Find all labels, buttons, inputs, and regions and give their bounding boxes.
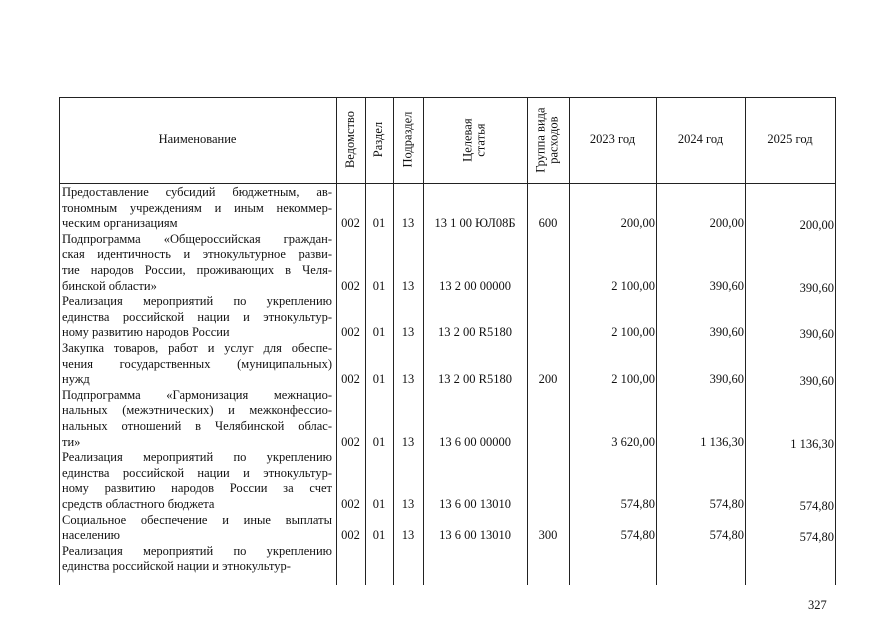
cell-2024: 574,80 xyxy=(709,528,744,543)
cell-podrazdel: 13 xyxy=(401,216,415,231)
cell-vedomstvo: 002 xyxy=(341,216,360,231)
cell-2024: 390,60 xyxy=(709,325,744,340)
cell-2023: 574,80 xyxy=(620,528,655,543)
cell-razdel: 01 xyxy=(372,434,386,449)
cell-2023: 2 100,00 xyxy=(611,325,655,340)
cell-razdel: 01 xyxy=(372,216,386,231)
cell-podrazdel: 13 xyxy=(401,278,415,293)
cell-podrazdel: 13 xyxy=(401,496,415,511)
cell-2024: 390,60 xyxy=(709,278,744,293)
cell-celevaya-statya: 13 2 00 R5180 xyxy=(438,372,512,387)
row-name: Подпрограмма «Гармонизация межнацио- нальных (межэтнических) и межконфессио- нальных отношений в Челябинской облас- ти» xyxy=(62,387,332,449)
budget-table xyxy=(59,97,836,585)
cell-razdel: 01 xyxy=(372,372,386,387)
cell-vedomstvo: 002 xyxy=(341,496,360,511)
cell-2025: 200,00 xyxy=(799,218,834,233)
cell-celevaya-statya: 13 2 00 00000 xyxy=(439,278,511,293)
cell-vid-rashodov: 600 xyxy=(538,216,558,231)
header-2023: 2023 год xyxy=(589,132,636,147)
row-name: Реализация мероприятий по укреплению единства российской нации и этнокультур- xyxy=(62,543,332,574)
cell-razdel: 01 xyxy=(372,325,386,340)
cell-vedomstvo: 002 xyxy=(341,278,360,293)
cell-2024: 1 136,30 xyxy=(700,434,744,449)
cell-vedomstvo: 002 xyxy=(341,434,360,449)
cell-2024: 200,00 xyxy=(709,216,744,231)
cell-2023: 2 100,00 xyxy=(611,278,655,293)
cell-2025: 390,60 xyxy=(799,374,834,389)
cell-2025: 390,60 xyxy=(799,327,834,342)
cell-2025: 574,80 xyxy=(799,530,834,545)
row-name: Реализация мероприятий по укреплению единства российской нации и этнокультур- ному развитию народов России xyxy=(62,294,332,340)
header-2024: 2024 год xyxy=(677,132,724,147)
cell-podrazdel: 13 xyxy=(401,434,415,449)
cell-celevaya-statya: 13 1 00 ЮЛ08Б xyxy=(434,216,516,231)
header-razdel: Раздел xyxy=(371,122,386,158)
cell-celevaya-statya: 13 6 00 13010 xyxy=(439,528,511,543)
table-row xyxy=(59,341,836,388)
cell-vedomstvo: 002 xyxy=(341,325,360,340)
row-name: Социальное обеспечение и иные выплаты населению xyxy=(62,512,332,543)
cell-podrazdel: 13 xyxy=(401,325,415,340)
cell-vid-rashodov: 200 xyxy=(538,372,558,387)
row-name: Реализация мероприятий по укреплению единства российской нации и этнокультур- ному развитию народов России за счет средств областного бюджета xyxy=(62,450,332,511)
cell-razdel: 01 xyxy=(372,278,386,293)
cell-podrazdel: 13 xyxy=(401,528,415,543)
cell-celevaya-statya: 13 6 00 13010 xyxy=(439,496,511,511)
table-row xyxy=(59,185,836,232)
cell-2024: 390,60 xyxy=(709,372,744,387)
table-row xyxy=(59,388,836,450)
cell-2023: 3 620,00 xyxy=(611,434,655,449)
table-row xyxy=(59,450,836,512)
table-row xyxy=(59,232,836,294)
page-number: 327 xyxy=(808,598,827,612)
cell-2023: 574,80 xyxy=(620,496,655,511)
cell-2025: 574,80 xyxy=(799,498,834,513)
header-2025: 2025 год xyxy=(767,132,813,147)
header-podrazdel: Подраздел xyxy=(400,112,415,168)
cell-podrazdel: 13 xyxy=(401,372,415,387)
cell-2025: 1 136,30 xyxy=(790,436,834,451)
header-name: Наименование xyxy=(158,132,237,147)
cell-vedomstvo: 002 xyxy=(341,372,360,387)
cell-2023: 200,00 xyxy=(620,216,655,231)
header-celevaya-statya: Целевая статья xyxy=(460,118,488,162)
cell-celevaya-statya: 13 2 00 R5180 xyxy=(438,325,512,340)
row-name: Закупка товаров, работ и услуг для обеспе- чения государственных (муниципальных) нужд xyxy=(62,341,332,387)
header-bottom-border xyxy=(59,183,836,184)
header-vedomstvo: Ведомство xyxy=(342,111,357,169)
cell-celevaya-statya: 13 6 00 00000 xyxy=(439,434,511,449)
cell-razdel: 01 xyxy=(372,528,386,543)
table-row xyxy=(59,544,836,575)
table-row xyxy=(59,513,836,544)
cell-razdel: 01 xyxy=(372,496,386,511)
row-name: Подпрограмма «Общероссийская граждан- ская идентичность и этнокультурное разви- тие народов России, проживающих в Челя- бинской области» xyxy=(62,231,332,293)
cell-2025: 390,60 xyxy=(799,280,834,295)
cell-2024: 574,80 xyxy=(709,496,744,511)
table-row xyxy=(59,294,836,341)
cell-vid-rashodov: 300 xyxy=(538,528,558,543)
row-name: Предоставление субсидий бюджетным, ав- тономным учреждениям и иным некоммер- ческим организациям xyxy=(62,185,332,231)
cell-2023: 2 100,00 xyxy=(611,372,655,387)
header-gruppa-vida-rashodov: Группа вида расходов xyxy=(533,107,562,173)
cell-vedomstvo: 002 xyxy=(341,528,360,543)
